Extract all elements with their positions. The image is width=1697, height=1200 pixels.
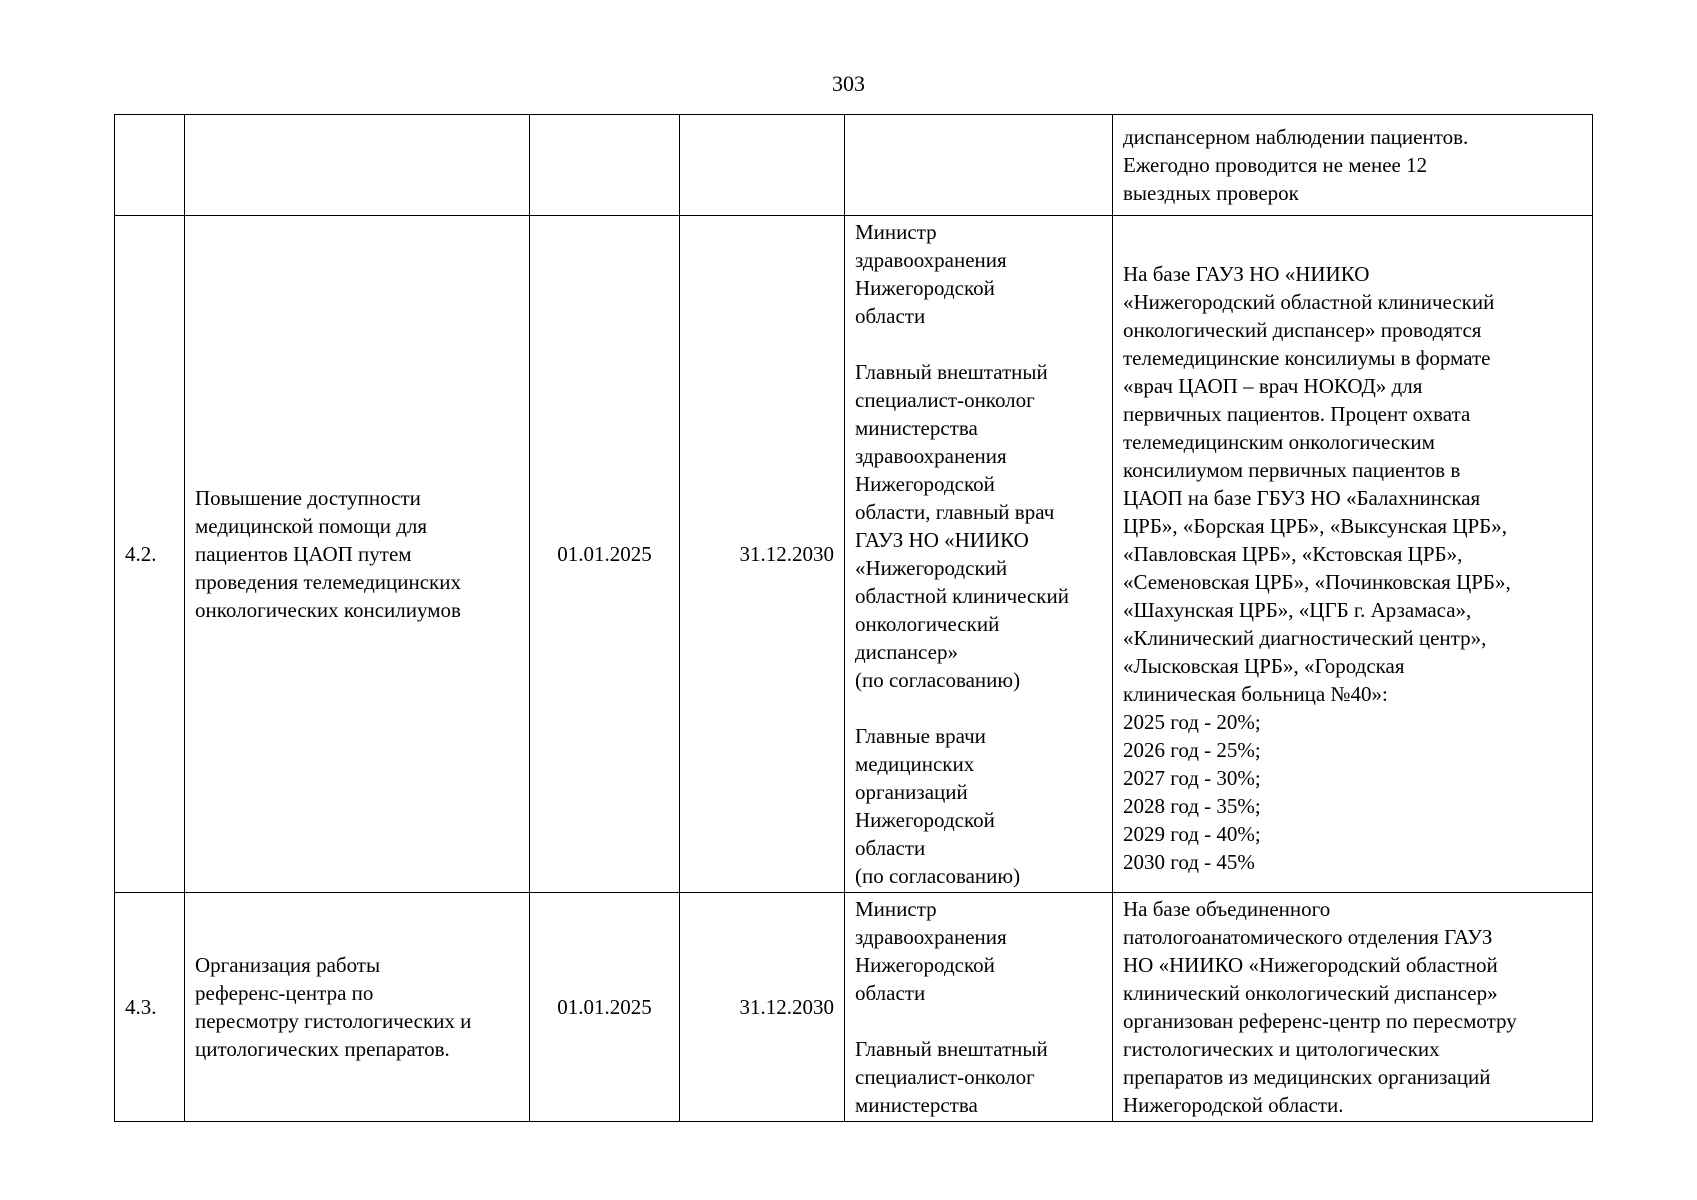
table-row: [115, 115, 1593, 216]
result-cell: На базе ГАУЗ НО «НИИКО «Нижегородский областной клинический онкологический диспансер» проводятся телемедицинские консилиумы в формате «врач ЦАОП – врач НОКОД» для первичных пациентов. Процент охвата телемедицинским онкологическим консилиумом первичных пациентов в ЦАОП на базе ГБУЗ НО «Балахнинская ЦРБ», «Борская ЦРБ», «Выксунская ЦРБ», «Павловская ЦРБ», «Кстовская ЦРБ», «Семеновская ЦРБ», «Починковская ЦРБ», «Шахунская ЦРБ», «ЦГБ г. Арзамаса», «Клинический диагностический центр», «Лысковская ЦРБ», «Городская клиническая больница №40»: 2025 год - 20%; 2026 год - 25%; 2027 год - 30%; 2028 год - 35%; 2029 год - 40%; 2030 год - 45%: [1113, 216, 1593, 893]
start-date-cell: 01.01.2025: [530, 893, 680, 1122]
table-row: [115, 893, 1593, 1122]
start-date-cell: 01.01.2025: [530, 216, 680, 893]
responsible-cell: [845, 115, 1113, 216]
activity-cell: [185, 115, 530, 216]
page-number: 303: [832, 71, 865, 96]
result-cell: На базе объединенного патологоанатомического отделения ГАУЗ НО «НИИКО «Нижегородский областной клинический онкологический диспансер» организован референс-центр по пересмотру гистологических и цитологических препаратов из медицинских организаций Нижегородской области.: [1113, 893, 1593, 1122]
end-date-cell: [680, 115, 845, 216]
responsible-cell: Министр здравоохранения Нижегородской области Главный внештатный специалист-онколог министерства здравоохранения Нижегородской области, главный врач ГАУЗ НО «НИИКО «Нижегородский областной клинический онкологический диспансер» (по согласованию) Главные врачи медицинских организаций Нижегородской области (по согласованию): [845, 216, 1113, 893]
result-cell: диспансерном наблюдении пациентов. Ежегодно проводится не менее 12 выездных проверок: [1113, 115, 1593, 216]
row-number: 4.3.: [115, 893, 185, 1122]
start-date-cell: [530, 115, 680, 216]
row-number: 4.2.: [115, 216, 185, 893]
end-date-cell: 31.12.2030: [680, 893, 845, 1122]
activity-cell: Организация работы референс-центра по пересмотру гистологических и цитологических препаратов.: [185, 893, 530, 1122]
table-row: [115, 216, 1593, 893]
responsible-cell: Министр здравоохранения Нижегородской области Главный внештатный специалист-онколог министерства: [845, 893, 1113, 1122]
activity-cell: Повышение доступности медицинской помощи для пациентов ЦАОП путем проведения телемедицинских онкологических консилиумов: [185, 216, 530, 893]
row-number: [115, 115, 185, 216]
end-date-cell: 31.12.2030: [680, 216, 845, 893]
action-plan-table: [114, 114, 1593, 1122]
